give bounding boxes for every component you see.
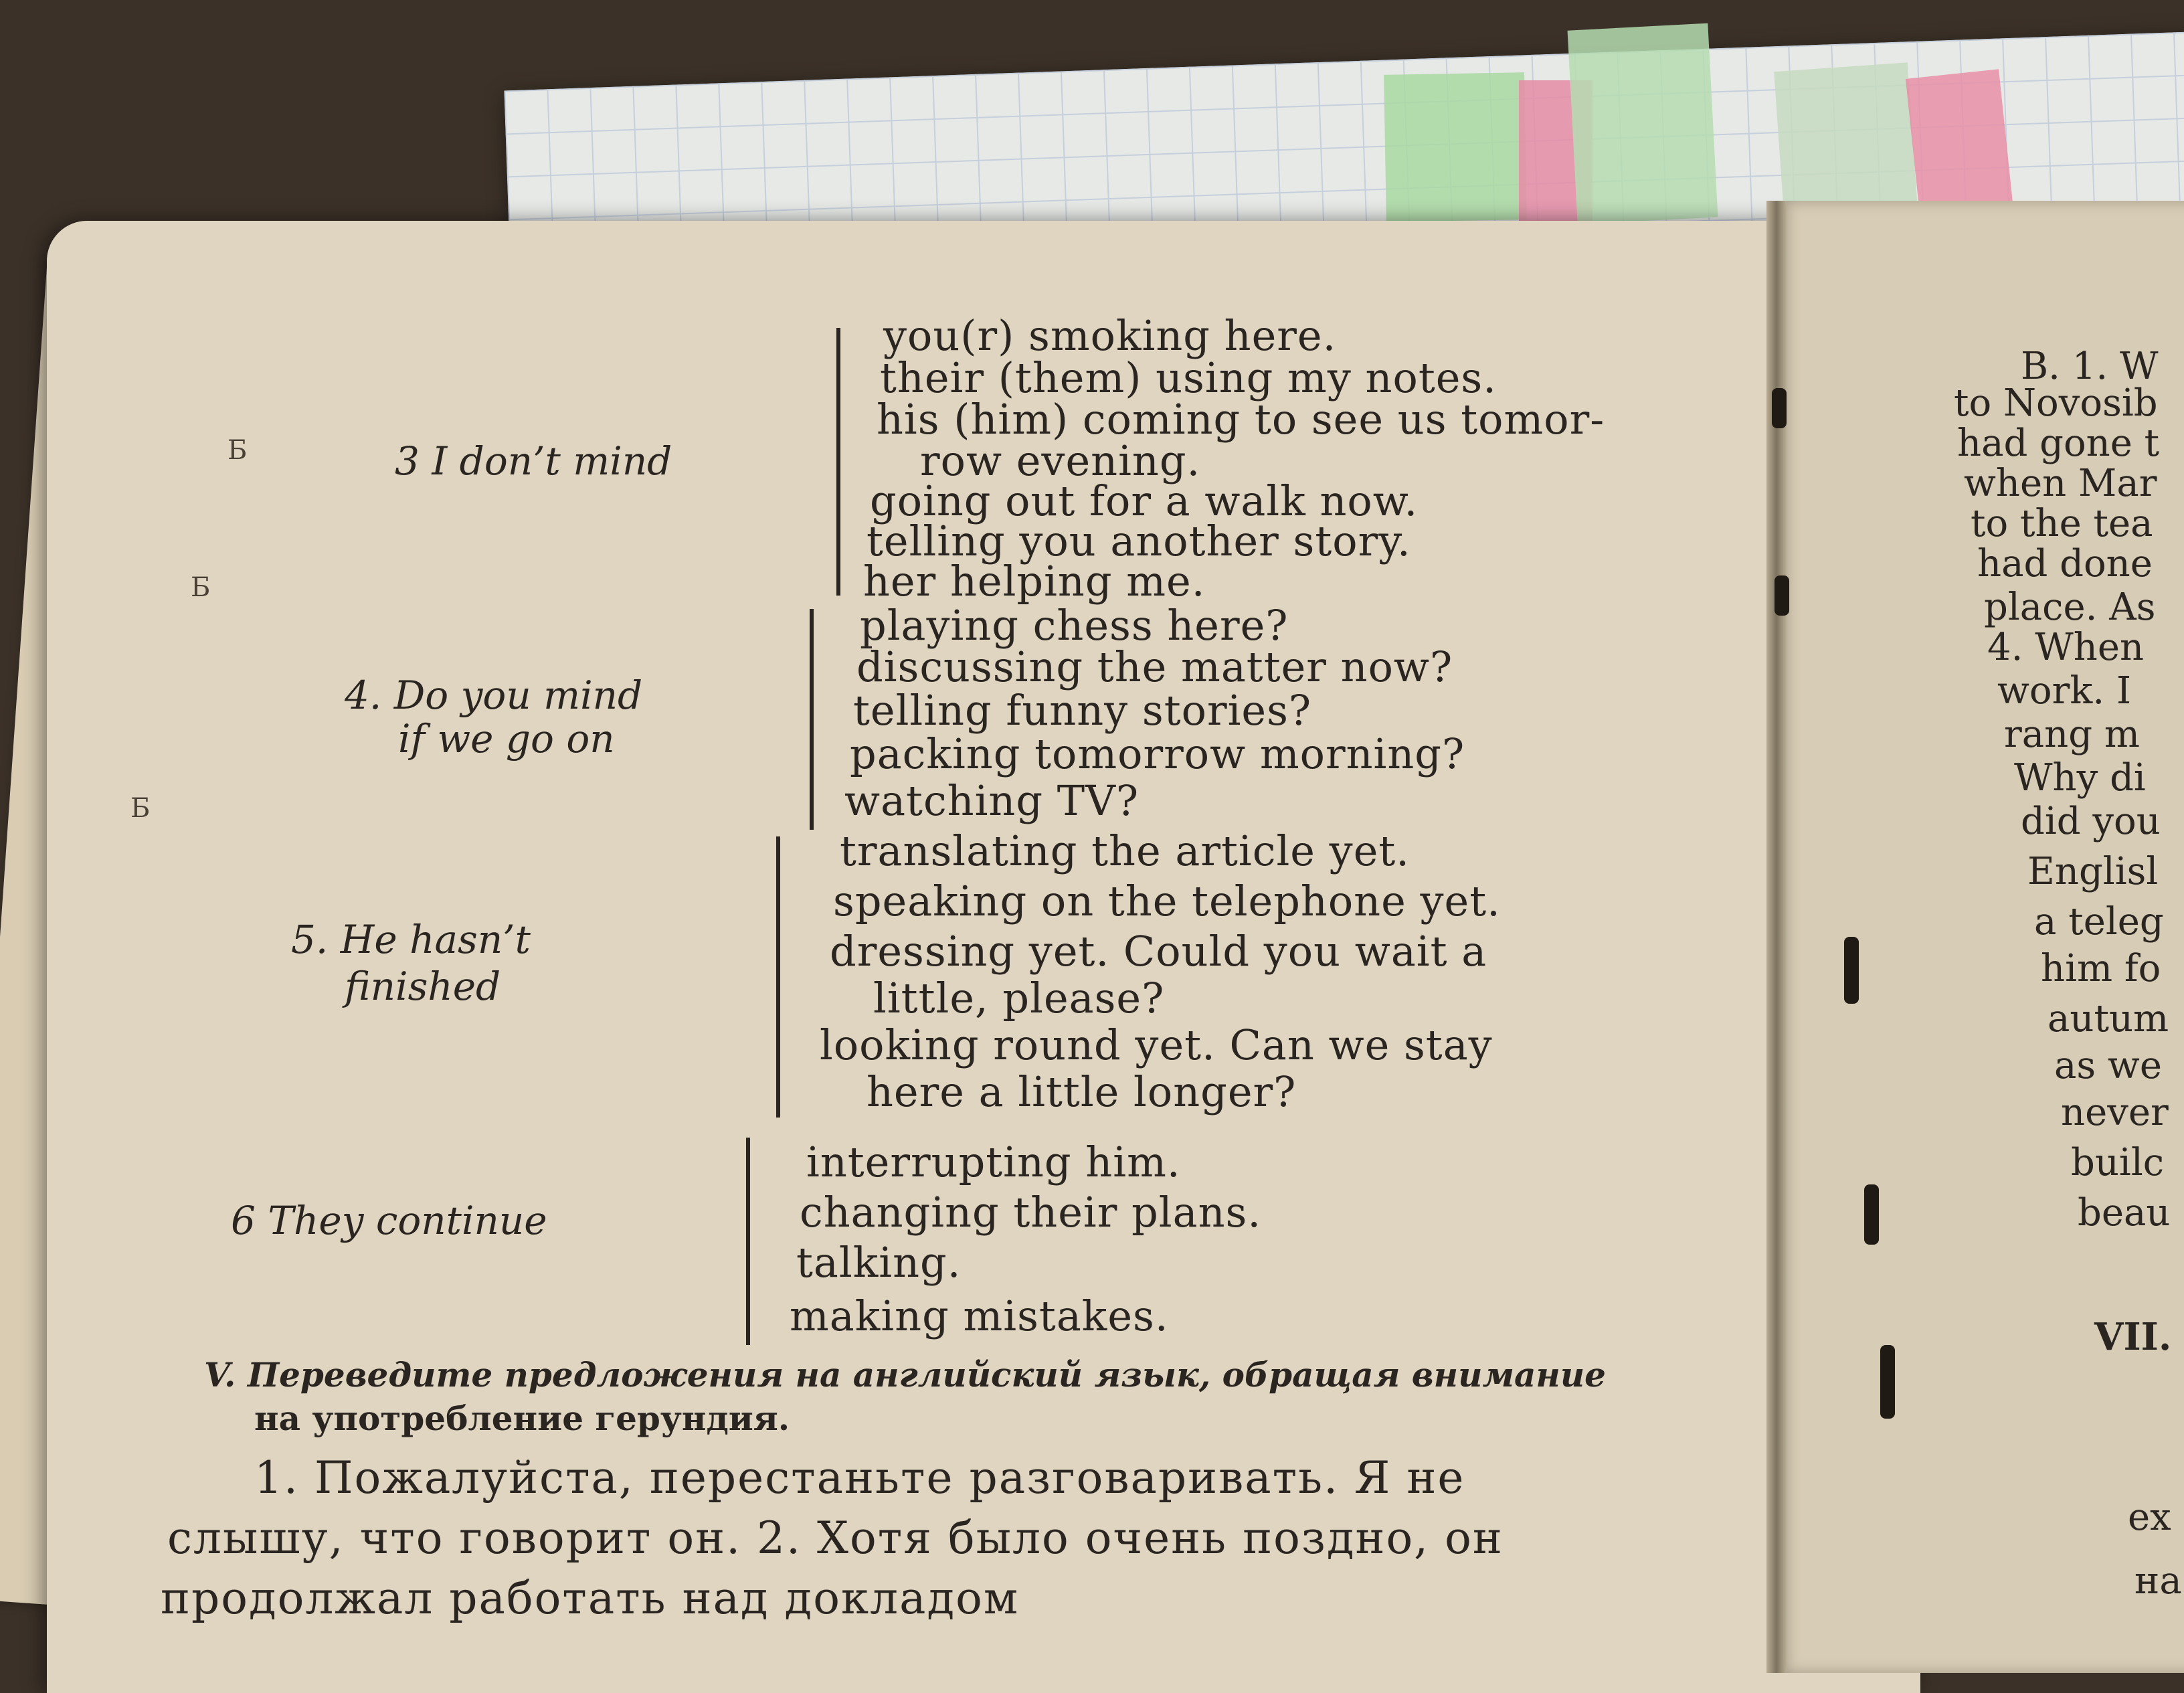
right-page-line: ex	[2128, 1496, 2171, 1539]
group-4-option: telling funny stories?	[853, 686, 1312, 735]
group-6-option: making mistakes.	[790, 1291, 1169, 1340]
task-text-line: слышу, что говорит он. 2. Хотя было очень поздно, он	[167, 1512, 1504, 1564]
right-page-line: autum	[2047, 997, 2169, 1041]
task-text-line: 1. Пожалуйста, перестаньте разговаривать. Я не	[254, 1452, 1465, 1504]
group-4-label: 4. Do you mind	[345, 673, 643, 718]
right-page-line: to Novosib	[1954, 381, 2158, 425]
group-3-label: 3 I don’t mind	[395, 438, 672, 484]
binding-stitch	[1844, 937, 1859, 1004]
task-title: V. Переведите предложения на английский язык, обращая внимание	[204, 1355, 1606, 1395]
right-page-line: did you	[2021, 800, 2161, 843]
binding-stitch	[1864, 1184, 1879, 1245]
group-3-option: you(r) smoking here.	[883, 311, 1337, 360]
right-page-line: на	[2134, 1559, 2182, 1603]
binding-stitch	[1772, 388, 1787, 428]
group-4-option: watching TV?	[844, 776, 1140, 825]
right-page-line: Why di	[2014, 756, 2146, 800]
margin-mark: Б	[130, 793, 151, 824]
group-4-option: playing chess here?	[860, 601, 1289, 650]
right-page-line: VII.	[2094, 1315, 2172, 1359]
group-6-label: 6 They continue	[231, 1198, 547, 1243]
group-3-brace	[836, 328, 840, 596]
task-text-line: продолжал работать над докладом	[161, 1573, 1020, 1624]
sticky-tab-green	[1568, 23, 1718, 225]
sticky-tab-green	[1384, 72, 1527, 222]
group-6-option: interrupting him.	[806, 1138, 1181, 1186]
group-4-brace	[810, 609, 814, 830]
binding-stitch	[1774, 575, 1789, 616]
group-3-option: their (them) using my notes.	[880, 353, 1497, 402]
binding-stitch	[1880, 1345, 1895, 1419]
right-page-line: had done	[1977, 542, 2153, 586]
right-page-line: B. 1. W	[2021, 345, 2159, 388]
group-6-brace	[746, 1138, 750, 1345]
group-4-label: if we go on	[398, 716, 615, 762]
group-6-option: talking.	[796, 1238, 962, 1287]
group-3-option: his (him) coming to see us tomor-	[877, 395, 1605, 444]
group-3-option: row evening.	[920, 436, 1201, 485]
group-5-option: dressing yet. Could you wait a	[830, 927, 1487, 976]
right-page-line: place. As	[1984, 586, 2156, 629]
right-page-line: builc	[2071, 1141, 2165, 1184]
group-3-option: telling you another story.	[867, 517, 1411, 565]
right-page-line: as we	[2054, 1044, 2162, 1087]
group-5-option: translating the article yet.	[840, 826, 1410, 875]
right-page-line: never	[2061, 1091, 2169, 1134]
right-page-line: had gone t	[1957, 422, 2160, 465]
margin-mark: Б	[191, 572, 211, 603]
right-page-line: him fo	[2041, 947, 2161, 990]
margin-mark: Б	[227, 435, 248, 466]
task-subtitle: на употребление герундия.	[254, 1399, 790, 1438]
right-page-line: to the tea	[1971, 502, 2153, 545]
right-page-line: a teleg	[2034, 900, 2164, 944]
group-5-option: little, please?	[873, 974, 1165, 1022]
right-page-line: beau	[2078, 1191, 2171, 1235]
right-page-line: Englisl	[2027, 850, 2159, 893]
group-3-option: her helping me.	[863, 557, 1206, 606]
group-3-option: going out for a walk now.	[870, 476, 1419, 525]
group-5-option: here a little longer?	[867, 1067, 1297, 1116]
group-5-label: finished	[345, 964, 501, 1009]
group-4-option: packing tomorrow morning?	[850, 729, 1465, 778]
group-5-option: looking round yet. Can we stay	[820, 1020, 1493, 1069]
group-5-brace	[776, 836, 780, 1118]
right-page-line: when Mar	[1964, 462, 2157, 505]
right-page-line: 4. When	[1987, 626, 2145, 669]
group-4-option: discussing the matter now?	[856, 642, 1453, 691]
group-5-label: 5. He hasn’t	[291, 917, 531, 962]
group-5-option: speaking on the telephone yet.	[833, 877, 1501, 925]
group-6-option: changing their plans.	[800, 1188, 1262, 1237]
right-page-line: work. I	[1997, 669, 2132, 713]
right-page-line: rang m	[2004, 713, 2140, 756]
